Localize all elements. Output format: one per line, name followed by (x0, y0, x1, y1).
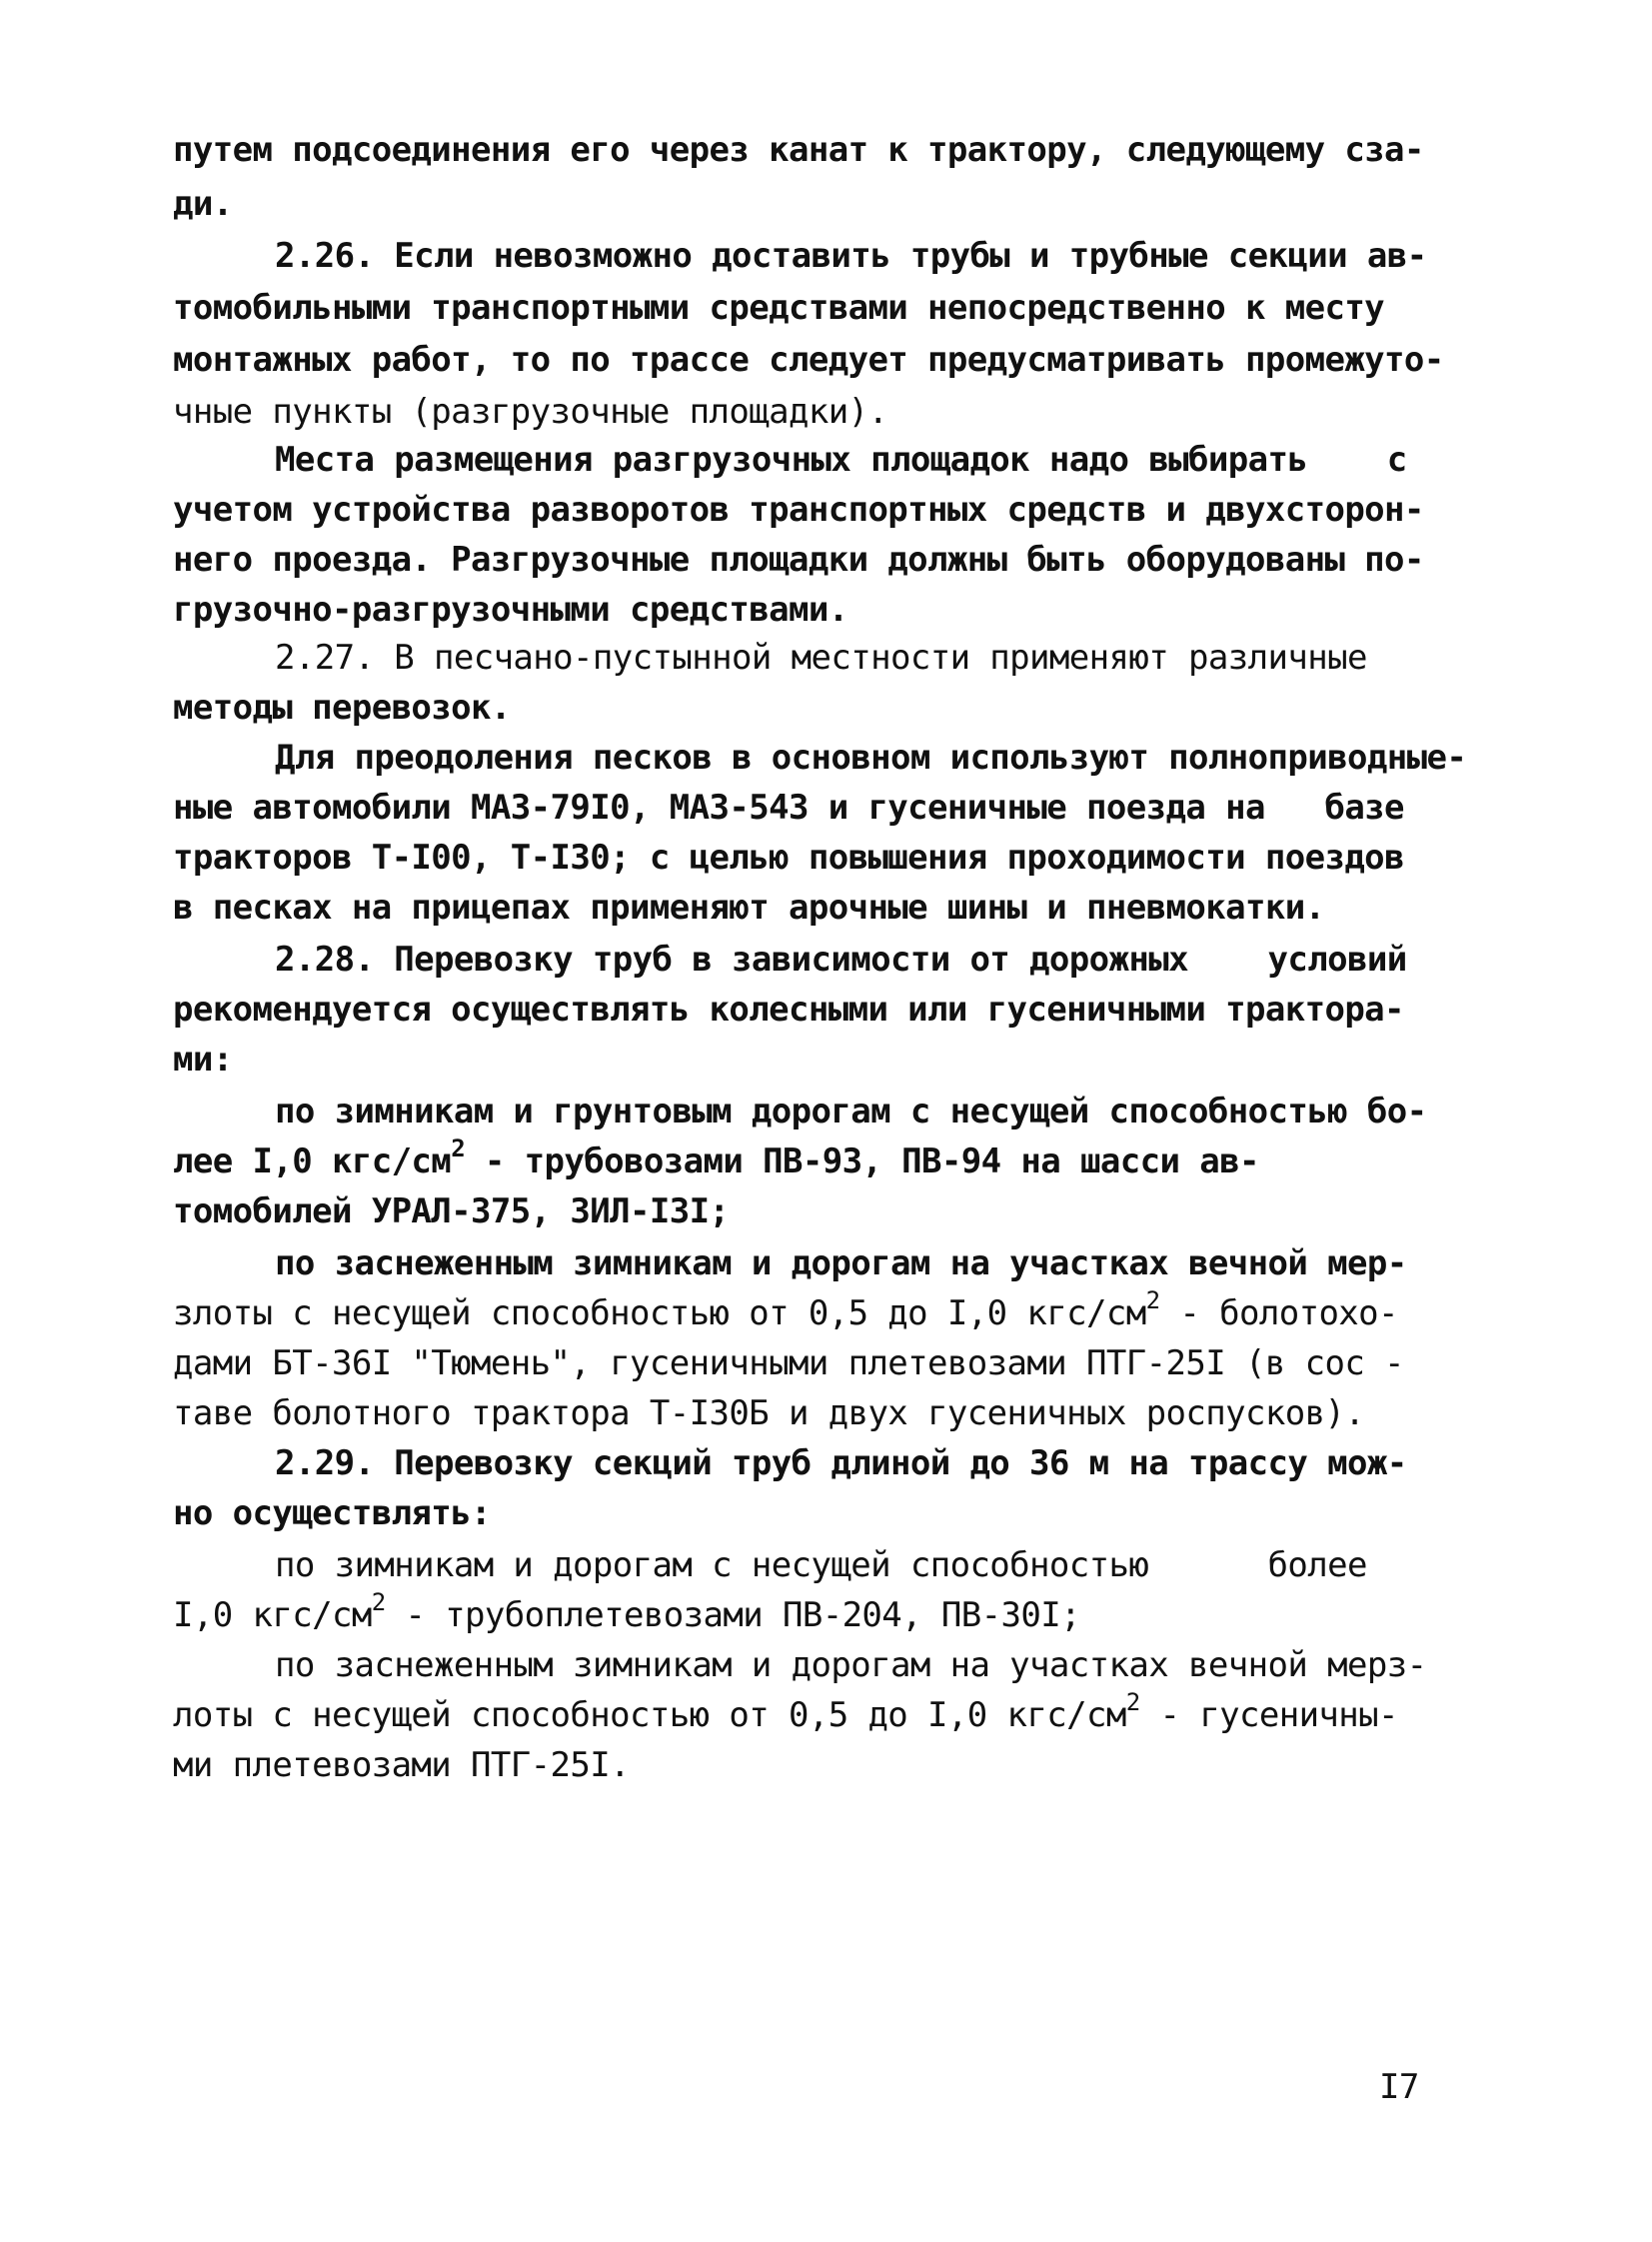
text-line: 2.26. Если невозможно доставить трубы и трубные секции ав- (275, 236, 1427, 276)
text-line: 2.27. В песчано-пустынной местности применяют различные (275, 638, 1367, 678)
superscript: 2 (1125, 1687, 1140, 1716)
text-segment: I,0 кгс/см (173, 1595, 372, 1635)
text-line: чные пункты (разгрузочные площадки). (173, 392, 888, 432)
text-segment: - болотохо- (1159, 1293, 1398, 1333)
text-line: Места размещения разгрузочных площадок надо выбирать с (275, 440, 1407, 480)
text-line: ные автомобили МАЗ-79I0, МАЗ-543 и гусеничные поезда на базе (173, 788, 1404, 828)
text-line: ди. (173, 184, 233, 224)
text-line: в песках на прицепах применяют арочные шины и пневмокатки. (173, 888, 1325, 928)
text-line: ми: (173, 1040, 233, 1080)
text-line: 2.29. Перевозку секций труб длиной до 36 м на трассу мож- (275, 1443, 1407, 1483)
text-segment: лоты с несущей способностью от 0,5 до I,0 кгс/см (173, 1695, 1126, 1735)
text-segment: - трубовозами ПВ-93, ПВ-94 на шасси ав- (465, 1141, 1259, 1181)
text-line (173, 1687, 1398, 1735)
text-line: него проезда. Разгрузочные площадки должны быть оборудованы по- (173, 540, 1424, 580)
text-line: рекомендуется осуществлять колесными или гусеничными трактора- (173, 990, 1404, 1030)
text-line: путем подсоединения его через канат к трактору, следующему сза- (173, 130, 1424, 170)
page-number: I7 (1379, 2067, 1419, 2107)
text-line: но осуществлять: (173, 1493, 491, 1533)
text-segment: - трубоплетевозами ПВ-204, ПВ-30I; (385, 1595, 1081, 1635)
text-line: таве болотного трактора Т-I30Б и двух гусеничных роспусков). (173, 1393, 1365, 1433)
text-line: по зимникам и грунтовым дорогам с несущей способностью бо- (275, 1092, 1427, 1131)
text-line (173, 1587, 1081, 1635)
text-line: по заснеженным зимникам и дорогам на участках вечной мер- (275, 1243, 1407, 1283)
text-line (173, 1133, 1259, 1181)
text-line: методы перевозок. (173, 688, 511, 728)
superscript: 2 (451, 1133, 466, 1162)
text-line: грузочно-разгрузочными средствами. (173, 590, 848, 630)
text-line: томобильными транспортными средствами непосредственно к месту (173, 288, 1385, 328)
superscript: 2 (1145, 1285, 1160, 1314)
text-line: по заснеженным зимникам и дорогам на участках вечной мерз- (275, 1645, 1427, 1685)
text-line (173, 1285, 1398, 1333)
text-line: тракторов Т-I00, Т-I30; с целью повышения проходимости поездов (173, 838, 1404, 878)
text-segment: - гусеничны- (1139, 1695, 1398, 1735)
text-segment: лее I,0 кгс/см (173, 1141, 452, 1181)
text-line: томобилей УРАЛ-375, ЗИЛ-I3I; (173, 1191, 730, 1231)
text-line: дами БТ-36I "Тюмень", гусеничными плетевозами ПТГ-25I (в сос - (173, 1343, 1404, 1383)
text-line: 2.28. Перевозку труб в зависимости от дорожных условий (275, 940, 1407, 980)
superscript: 2 (371, 1587, 386, 1616)
text-line: Для преодоления песков в основном используют полноприводные- (275, 738, 1467, 778)
text-line: учетом устройства разворотов транспортных средств и двухсторон- (173, 490, 1424, 530)
text-line: по зимникам и дорогам с несущей способностью более (275, 1545, 1367, 1585)
text-line: ми плетевозами ПТГ-25I. (173, 1745, 631, 1785)
text-line: монтажных работ, то по трассе следует предусматривать промежуто- (173, 340, 1444, 380)
text-segment: злоты с несущей способностью от 0,5 до I,0 кгс/см (173, 1293, 1146, 1333)
